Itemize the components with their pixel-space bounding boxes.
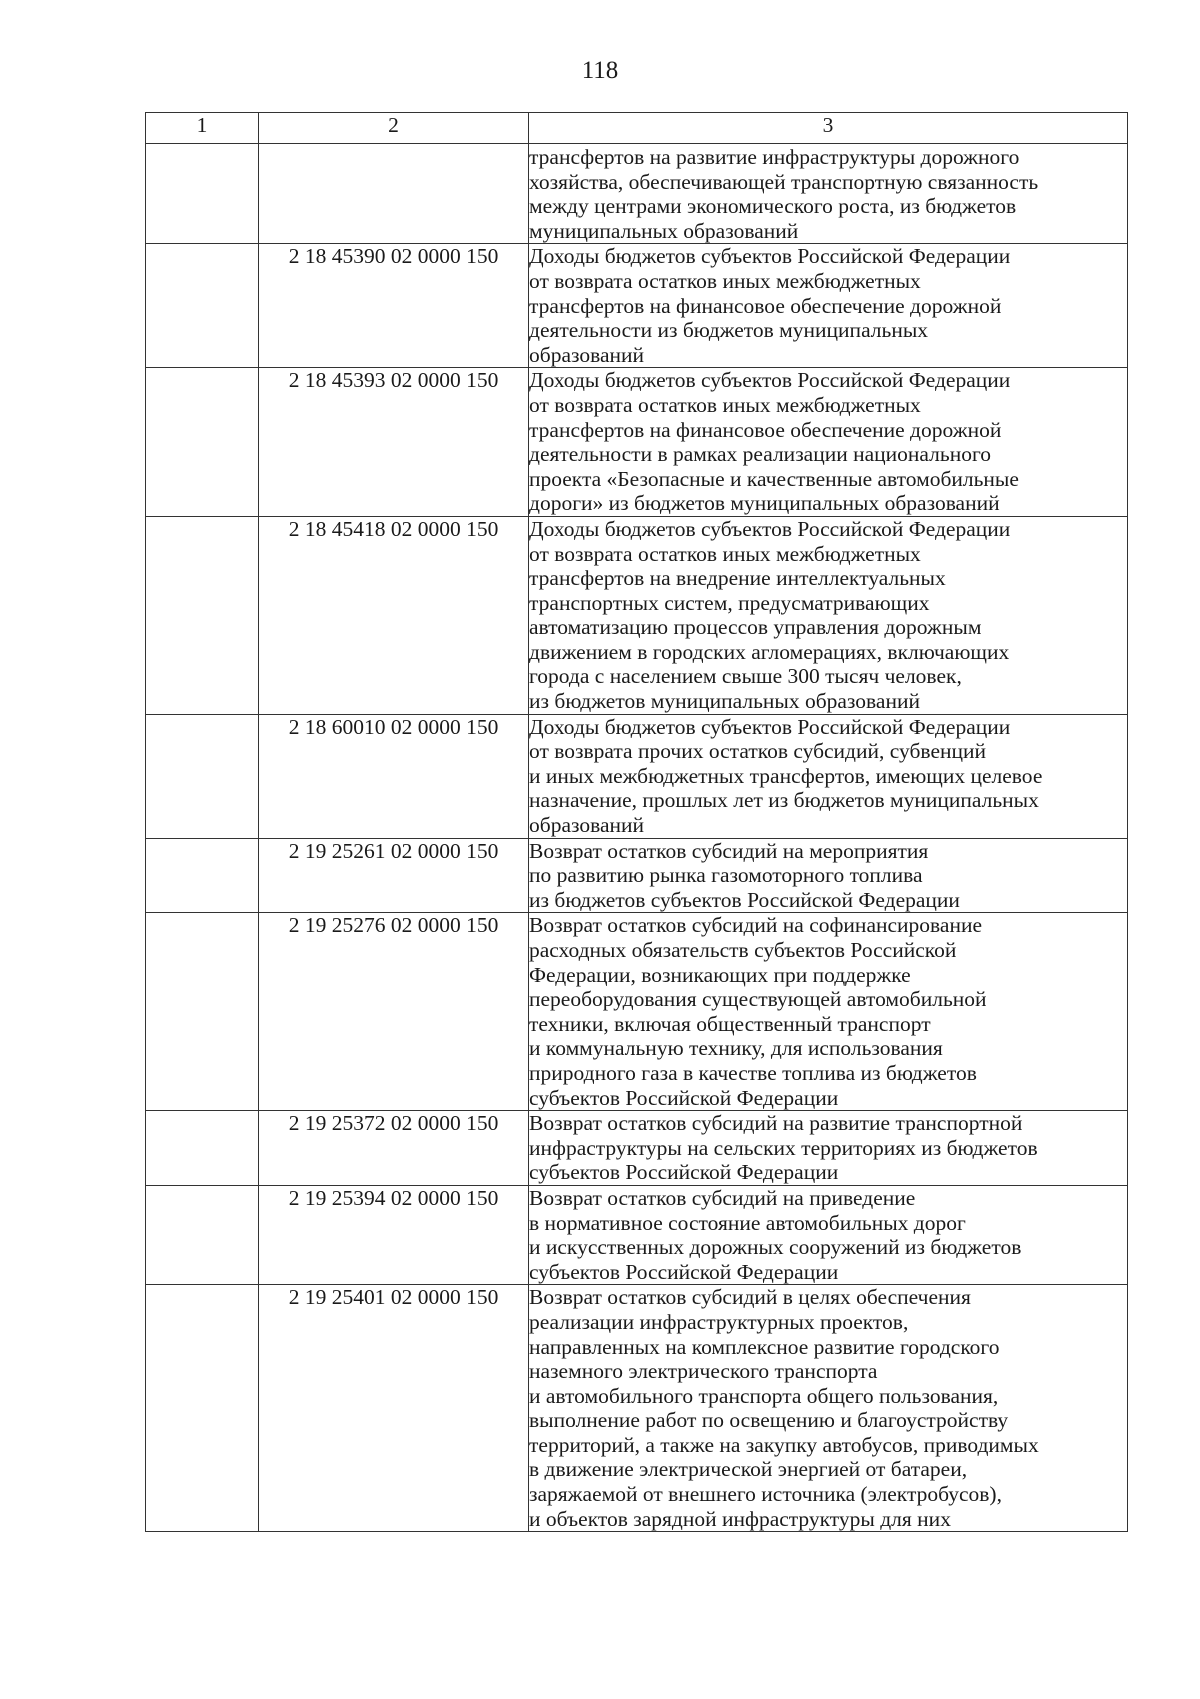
row-col1-cell: [146, 838, 259, 913]
table-row: [146, 1285, 1128, 1532]
income-code-cell: [259, 144, 529, 244]
table-row: [146, 1185, 1128, 1284]
income-description-cell: трансфертов на развитие инфраструктуры дорожного хозяйства, обеспечивающей транспортную связанность между центрами экономического роста, из бюджетов муниципальных образований: [529, 144, 1128, 244]
page-number: 118: [581, 57, 619, 84]
income-description-cell: Возврат остатков субсидий в целях обеспечения реализации инфраструктурных проектов, направленных на комплексное развитие городского наземного электрического транспорта и автомобильного транспорта общего пользования, выполнение работ по освещению и благоустройству территорий, а также на закупку автобусов, приводимых в движение электрической энергией от батареи, заряжаемой от внешнего источника (электробусов), и объектов зарядной инфраструктуры для них: [529, 1285, 1128, 1532]
row-col1-cell: [146, 1111, 259, 1186]
row-col1-cell: [146, 516, 259, 714]
income-description-cell: Доходы бюджетов субъектов Российской Федерации от возврата прочих остатков субсидий, субвенций и иных межбюджетных трансфертов, имеющих целевое назначение, прошлых лет из бюджетов муниципальных образований: [529, 714, 1128, 838]
income-code-cell: 2 19 25401 02 0000 150: [259, 1285, 529, 1532]
table-row: [146, 838, 1128, 913]
row-col1-cell: [146, 244, 259, 368]
budget-codes-table: [145, 112, 1128, 1532]
row-col1-cell: [146, 913, 259, 1111]
row-col1-cell: [146, 368, 259, 517]
column-header-2: 2: [259, 113, 529, 144]
income-description-cell: Возврат остатков субсидий на развитие транспортной инфраструктуры на сельских территориях из бюджетов субъектов Российской Федерации: [529, 1111, 1128, 1186]
income-code-cell: 2 18 45393 02 0000 150: [259, 368, 529, 517]
row-col1-cell: [146, 714, 259, 838]
row-col1-cell: [146, 1185, 259, 1284]
income-description-cell: Возврат остатков субсидий на приведение в нормативное состояние автомобильных дорог и искусственных дорожных сооружений из бюджетов субъектов Российской Федерации: [529, 1185, 1128, 1284]
income-code-cell: 2 18 60010 02 0000 150: [259, 714, 529, 838]
income-code-cell: 2 19 25261 02 0000 150: [259, 838, 529, 913]
table-row: [146, 144, 1128, 244]
table-row: [146, 516, 1128, 714]
income-code-cell: 2 19 25394 02 0000 150: [259, 1185, 529, 1284]
table-row: [146, 244, 1128, 368]
table-row: [146, 913, 1128, 1111]
table-row: [146, 1111, 1128, 1186]
column-header-3: 3: [529, 113, 1128, 144]
row-col1-cell: [146, 1285, 259, 1532]
income-code-cell: 2 18 45390 02 0000 150: [259, 244, 529, 368]
income-code-cell: 2 19 25276 02 0000 150: [259, 913, 529, 1111]
income-code-cell: 2 18 45418 02 0000 150: [259, 516, 529, 714]
row-col1-cell: [146, 144, 259, 244]
income-description-cell: Доходы бюджетов субъектов Российской Федерации от возврата остатков иных межбюджетных трансфертов на финансовое обеспечение дорожной деятельности из бюджетов муниципальных образований: [529, 244, 1128, 368]
income-description-cell: Возврат остатков субсидий на софинансирование расходных обязательств субъектов Российской Федерации, возникающих при поддержке переоборудования существующей автомобильной техники, включая общественный транспорт и коммунальную технику, для использования природного газа в качестве топлива из бюджетов субъектов Российской Федерации: [529, 913, 1128, 1111]
table-row: [146, 714, 1128, 838]
table-header-row: [146, 113, 1128, 144]
income-description-cell: Возврат остатков субсидий на мероприятия по развитию рынка газомоторного топлива из бюджетов субъектов Российской Федерации: [529, 838, 1128, 913]
income-description-cell: Доходы бюджетов субъектов Российской Федерации от возврата остатков иных межбюджетных трансфертов на финансовое обеспечение дорожной деятельности в рамках реализации национального проекта «Безопасные и качественные автомобильные дороги» из бюджетов муниципальных образований: [529, 368, 1128, 517]
table-row: [146, 368, 1128, 517]
income-description-cell: Доходы бюджетов субъектов Российской Федерации от возврата остатков иных межбюджетных трансфертов на внедрение интеллектуальных транспортных систем, предусматривающих автоматизацию процессов управления дорожным движением в городских агломерациях, включающих города с населением свыше 300 тысяч человек, из бюджетов муниципальных образований: [529, 516, 1128, 714]
column-header-1: 1: [146, 113, 259, 144]
income-code-cell: 2 19 25372 02 0000 150: [259, 1111, 529, 1186]
